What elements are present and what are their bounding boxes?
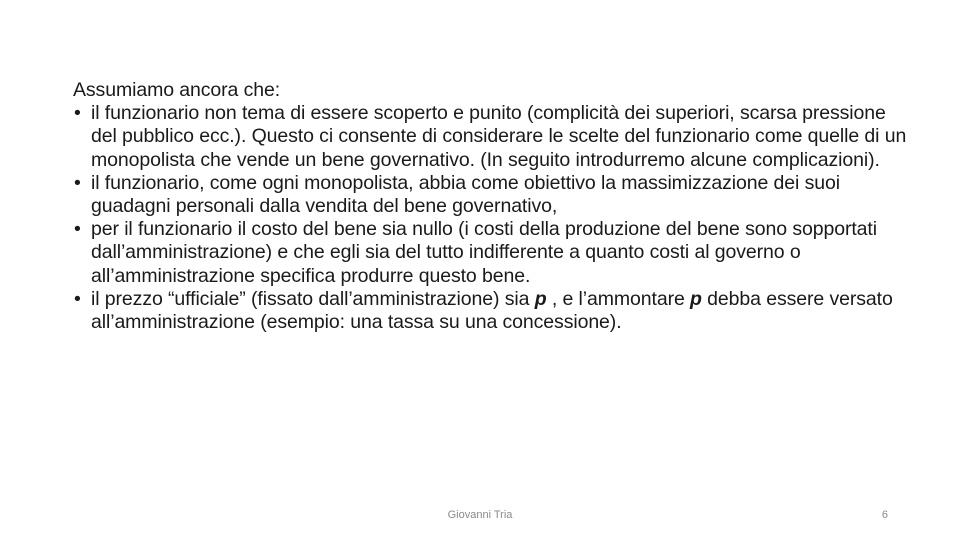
bullet-text: il funzionario non tema di essere scoperto e punito (complicità dei superiori, scarsa pressione del pubblico ecc.). Questo ci consente di considerare le scelte del funzionario come quelle di un monopolista che vende un bene governativo. (In seguito introdurremo alcune complicazioni). [91,102,907,171]
footer-author: Giovanni Tria [447,509,513,521]
bullet-icon: • [74,102,81,125]
bullet-item [73,218,913,288]
price-variable: p [690,287,702,310]
bullet-list [73,102,913,334]
bullet-text: il funzionario, come ogni monopolista, abbia come obiettivo la massimizzazione dei suoi guadagni personali dalla vendita del bene governativo, [91,171,840,218]
bullet-text: per il funzionario il costo del bene sia nullo (i costi della produzione del bene sono sopportati dall’amministrazione) e che egli sia del tutto indifferente a quanto costi al governo o all’amministrazione specifica produrre questo bene. [91,218,877,287]
bullet-text-part: il prezzo “ufficiale” (fissato dall’amministrazione) sia [91,287,535,310]
bullet-text [91,288,913,334]
page-number: 6 [881,509,888,521]
bullet-item [73,172,913,218]
bullet-item [73,102,913,172]
bullet-text-part: , e l’ammontare [546,287,691,310]
bullet-icon: • [74,287,81,310]
bullet-icon: • [74,218,81,241]
slide-content [73,79,913,334]
price-variable: p [534,287,547,310]
intro-text: Assumiamo ancora che: [73,79,281,101]
bullet-item [73,288,913,334]
bullet-text-part: debba essere versato all’amministrazione (esempio: una tassa su una concessione). [91,287,893,334]
bullet-icon: • [74,171,81,194]
